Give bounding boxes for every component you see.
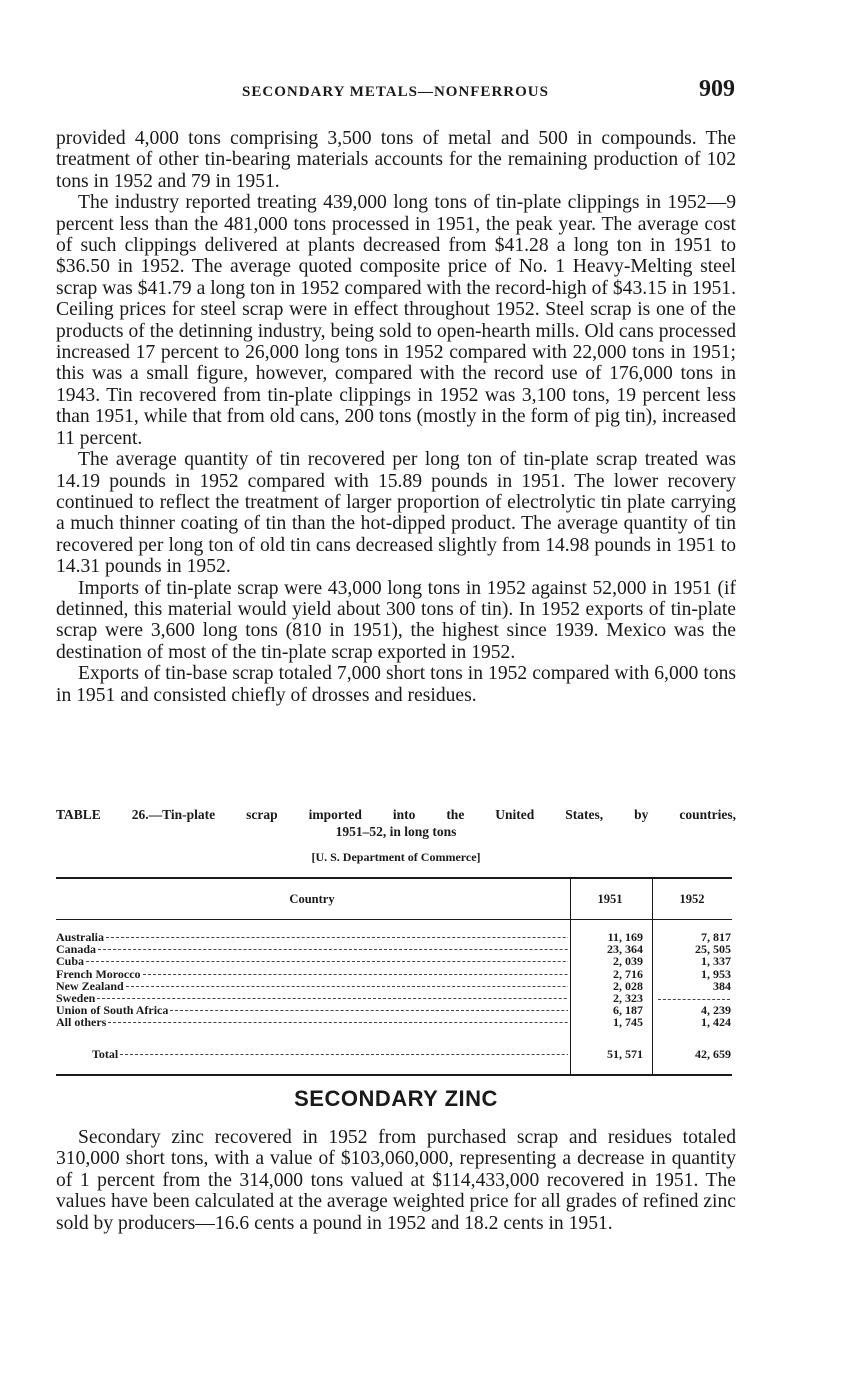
- section-heading: SECONDARY ZINC: [294, 1086, 498, 1111]
- country-name: Australia: [56, 931, 104, 944]
- paragraph: Imports of tin-plate scrap were 43,000 long tons in 1952 against 52,000 in 1951 (if detinned, this material would yield about 300 tons of tin). In 1952 exports of tin-plate scrap were 3,600 long tons (810 in 1951), the highest since 1939. Mexico was the destination of most of the tin-plate scrap exported in 1952.: [56, 577, 736, 663]
- body-text-bottom: [56, 1127, 736, 1234]
- column-header-country: Country: [289, 892, 335, 906]
- country-name: Union of South Africa: [56, 1004, 169, 1017]
- value-1952: 1, 337: [701, 954, 731, 969]
- total-1952: 42, 659: [695, 1047, 731, 1061]
- value-1951: 6, 187: [613, 1003, 643, 1018]
- value-1951: 2, 028: [613, 978, 643, 993]
- paragraph: Secondary zinc recovered in 1952 from purchased scrap and residues totaled 310,000 short tons, with a value of $103,060,000, representing a decrease in quantity of 1 percent from the 314,000 tons valued at $114,433,000 recovered in 1951. The values have been calculated at the average weighted price for all grades of refined zinc sold by producers—16.6 cents a pound in 1952 and 18.2 cents in 1951.: [56, 1127, 736, 1234]
- value-1952: 384: [713, 978, 731, 993]
- table-source: [U. S. Department of Commerce]: [311, 850, 481, 864]
- total-label: Total: [92, 1047, 119, 1061]
- value-1951: 2, 039: [613, 954, 643, 969]
- table-row: [56, 955, 732, 967]
- value-1951: 11, 169: [607, 930, 643, 944]
- table-caption: [56, 806, 736, 840]
- value-1951: 1, 745: [613, 1015, 643, 1030]
- paragraph: Exports of tin-base scrap totaled 7,000 short tons in 1952 compared with 6,000 tons in 1951 and consisted chiefly of drosses and residues.: [56, 663, 736, 706]
- page-number: 909: [699, 76, 735, 102]
- value-1951: 2, 716: [613, 966, 643, 981]
- country-name: French Morocco: [56, 967, 141, 980]
- paragraph: The industry reported treating 439,000 long tons of tin-plate clippings in 1952—9 percent less than the 481,000 tons processed in 1951, the peak year. The average cost of such clippings delivered at plants decreased from $41.28 a long ton in 1951 to $36.50 in 1952. The average quoted composite price of No. 1 Heavy-Melting steel scrap was $41.79 a long ton in 1952 compared with the record-high of $43.15 in 1951. Ceiling prices for steel scrap were in effect throughout 1952. Steel scrap is one of the products of the detinning industry, being sold to open-hearth mills. Old cans processed increased 17 percent to 26,000 long tons in 1952 compared with 22,000 tons in 1951; this was a small figure, however, compared with the record use of 176,000 tons in 1943. Tin recovered from tin-plate clippings in 1952 was 3,100 tons, 19 percent less than 1951, while that from old cans, 200 tons (mostly in the form of pig tin), increased 11 percent.: [56, 192, 736, 449]
- value-1951: 2, 323: [613, 990, 643, 1005]
- table-row: [56, 968, 732, 980]
- table-caption-rest: 1951–52, in long tons: [335, 824, 457, 839]
- value-1952: 7, 817: [701, 930, 731, 944]
- column-header-1951: 1951: [597, 892, 623, 906]
- country-name: Canada: [56, 943, 97, 956]
- table-caption-lead: TABLE 26.—Tin-plate scrap imported into the United States, by countries,: [56, 807, 736, 822]
- column-header-1952: 1952: [679, 892, 705, 906]
- data-table: [56, 877, 732, 1076]
- running-head: SECONDARY METALS—NONFERROUS: [242, 84, 549, 100]
- table-row: [56, 1016, 732, 1028]
- country-name: New Zealand: [56, 979, 124, 992]
- country-name: Cuba: [56, 955, 85, 968]
- total-1951: 51, 571: [607, 1047, 643, 1061]
- value-1952: 25, 505: [695, 942, 731, 957]
- value-1952: 1, 424: [701, 1015, 731, 1030]
- paragraph: The average quantity of tin recovered per long ton of tin-plate scrap treated was 14.19 pounds in 1952 compared with 15.89 pounds in 1951. The lower recovery continued to reflect the treatment of larger proportion of electrolytic tin plate carrying a much thinner coating of tin than the hot-dipped product. The average quantity of tin recovered per long ton of old tin cans decreased slightly from 14.98 pounds in 1951 to 14.31 pounds in 1952.: [56, 449, 736, 578]
- paragraph: provided 4,000 tons comprising 3,500 tons of metal and 500 in compounds. The treatment of other tin-bearing materials accounts for the remaining production of 102 tons in 1952 and 79 in 1951.: [56, 128, 736, 192]
- table-total-row: [56, 1047, 732, 1061]
- body-text-top: [56, 128, 736, 706]
- value-1952-empty-leader: [658, 992, 730, 1000]
- table-header-row: [56, 879, 732, 920]
- value-1951: 23, 364: [607, 942, 643, 957]
- table-body: [56, 931, 732, 1029]
- value-1952: 1, 953: [701, 966, 731, 981]
- country-name: Sweden: [56, 991, 96, 1005]
- value-1952: 4, 239: [701, 1003, 731, 1018]
- country-name: All others: [56, 1016, 107, 1029]
